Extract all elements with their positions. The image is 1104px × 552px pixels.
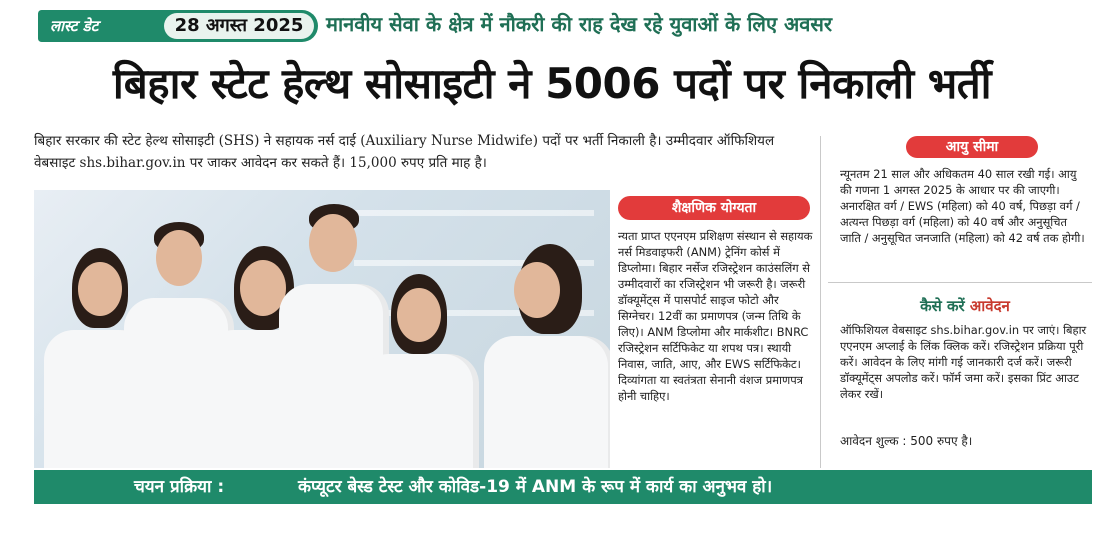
age-body: न्यूनतम 21 साल और अधिकतम 40 साल रखी गई। आयु की गणना 1 अगस्त 2025 के आधार पर की जाएगी। अनारक्षित वर्ग / EWS (महिला) को 40 वर्ष, पिछड़ा वर्ग / अत्यन्त पिछड़ा वर्ग (महिला) को 40 वर्ष और अनुसूचित जाति / अनुसूचित जनजाति (महिला) को 42 वर्ष तक होगी। bbox=[840, 167, 1085, 245]
application-fee: आवेदन शुल्क : 500 रुपए है। bbox=[840, 434, 973, 448]
age-title: आयु सीमा bbox=[906, 136, 1038, 158]
selection-label: चयन प्रक्रिया : bbox=[134, 477, 225, 497]
apply-body: ऑफिशियल वेबसाइट shs.bihar.gov.in पर जाएं। बिहार एएनएम अप्लाई के लिंक क्लिक करें। रजिस्ट्रेशन प्रक्रिया पूरी करें। आवेदन के लिए मांगी गई जानकारी दर्ज करें। जरूरी डॉक्यूमेंट्स अपलोड करें। फॉर्म जमा करें। इसका प्रिंट आउट लेकर रखें। bbox=[840, 323, 1087, 401]
kicker-text: मानवीय सेवा के क्षेत्र में नौकरी की राह देख रहे युवाओं के लिए अवसर bbox=[326, 12, 833, 36]
last-date-label: लास्ट डेट bbox=[50, 17, 99, 35]
apply-title-part1: कैसे करें bbox=[920, 297, 965, 315]
apply-title bbox=[840, 296, 1090, 316]
selection-text: कंप्यूटर बेस्ड टेस्ट और कोविड-19 में ANM के रूप में कार्य का अनुभव हो। bbox=[298, 477, 773, 497]
section-divider bbox=[828, 282, 1092, 283]
apply-title-part2: आवेदन bbox=[969, 297, 1010, 315]
headline: बिहार स्टेट हेल्थ सोसाइटी ने 5006 पदों पर निकाली भर्ती bbox=[112, 59, 992, 108]
top-bar bbox=[0, 0, 1104, 52]
intro-paragraph: बिहार सरकार की स्टेट हेल्थ सोसाइटी (SHS) ने सहायक नर्स दाई (Auxiliary Nurse Midwife) पदों पर भर्ती निकाली है। उम्मीदवार ऑफिशियल वेबसाइट shs.bihar.gov.in पर जाकर आवेदन कर सकते हैं। 15,000 रुपए प्रति माह है। bbox=[34, 133, 775, 171]
nurses-photo bbox=[34, 190, 610, 468]
education-body: न्यता प्राप्त एएनएम प्रशिक्षण संस्थान से सहायक नर्स मिडवाइफरी (ANM) ट्रेनिंग कोर्स में डिप्लोमा। बिहार नर्सेज रजिस्ट्रेशन काउंसलिंग से उम्मीदवारों का रजिस्ट्रेशन भी जरूरी है। जरूरी डॉक्यूमेंट्स में पासपोर्ट साइज फोटो और सिग्नेचर। 12वीं का प्रमाणपत्र (जन्म तिथि के लिए)। ANM डिप्लोमा और मार्कशीट। BNRC रजिस्ट्रेशन सर्टिफिकेट या शपथ पत्र। स्थायी निवास, जाति, आए, और EWS सर्टिफिकेट। दिव्यांगता या स्वतंत्रता सेनानी वंशज प्रमाणपत्र होनी चाहिए। bbox=[618, 229, 813, 403]
selection-process-bar bbox=[34, 470, 1092, 504]
education-title: शैक्षणिक योग्यता bbox=[618, 196, 810, 220]
last-date-value: 28 अगस्त 2025 bbox=[164, 13, 314, 39]
last-date-badge bbox=[38, 10, 318, 42]
column-divider bbox=[820, 136, 821, 468]
